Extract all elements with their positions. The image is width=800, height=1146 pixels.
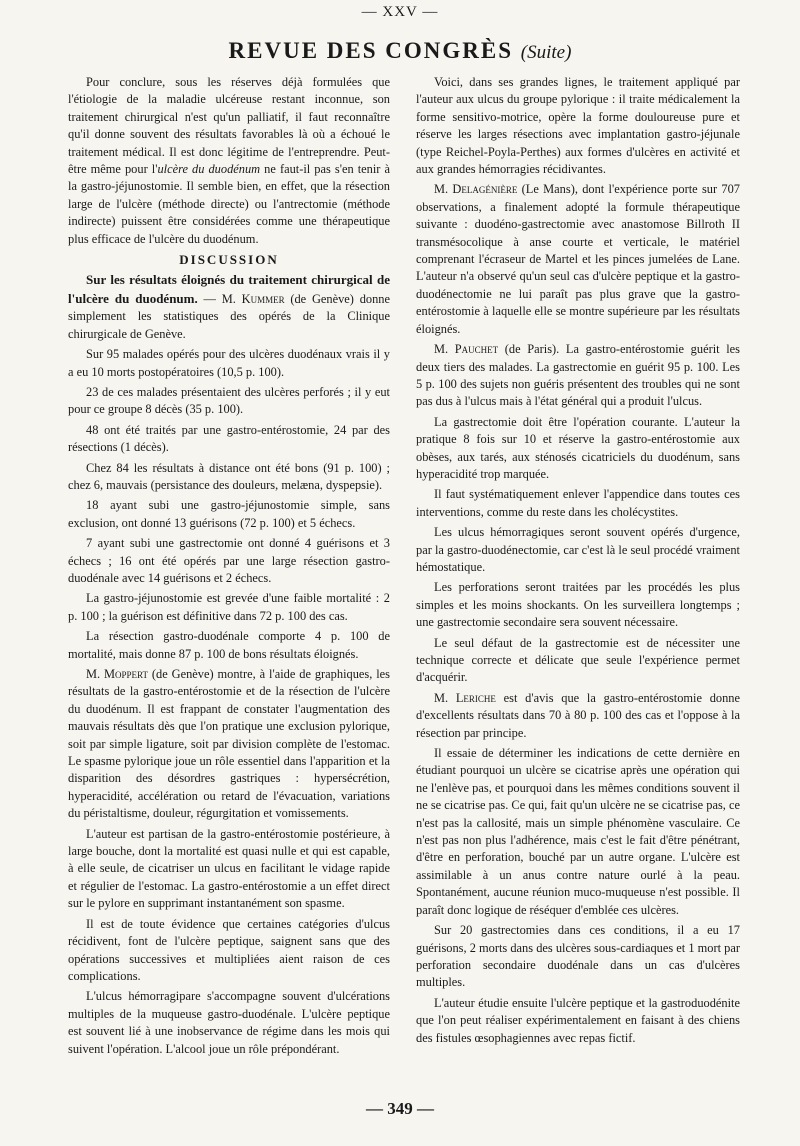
paragraph-kummer	[68, 271, 390, 343]
paragraph: Voici, dans ses grandes lignes, le traitement appliqué par l'auteur aux ulcus du groupe pylorique : il traite médicalement la forme sensitivo-motrice, opère la forme douloureuse pure et réserve les larges résections avec implantation gastro-jéjunale (type Reichel-Poyla-Perthes) aux formes d'ulcères en activité et aux grandes hémorragies récidivantes.	[416, 75, 740, 177]
text-run: — M.	[197, 291, 242, 306]
paragraph: L'auteur est partisan de la gastro-entérostomie postérieure, à large bouche, dont la mortalité est quasi nulle et qui est capable, à elle seule, de cicatriser un ulcus en facilitant le vidage rapide et régulier de l'estomac. La gastro-entérostomie a un effet direct sur le pylore en supprimant instantanément son spasme.	[68, 826, 390, 911]
paragraph: 7 ayant subi une gastrectomie ont donné 4 guérisons et 3 échecs ; 16 ont été opérés par une large résection gastro-duodénale avec 14 guérisons et 2 échecs.	[68, 536, 390, 585]
text-run: est d'avis que la gastro-entérostomie donne d'excellents résultats dans 70 à 80 p. 100 des cas et l'oppose à la résection par principe.	[416, 690, 740, 740]
text-run: ne faut-il pas s'en tenir à la gastro-jéjunostomie. Il semble bien, en effet, que la résection large de l'ulcère (méthode directe) ou l'antrectomie (méthode indirecte) puissent être considérées comme une thérapeutique plus efficace de l'ulcère du duodénum.	[68, 162, 390, 246]
paragraph: L'ulcus hémorragipare s'accompagne souvent d'ulcérations multiples de la muqueuse gastro-duodénale. L'ulcère peptique est souvent lié à une inobservance de régime dans les mois qui suivent l'opération. L'alcool joue un rôle prépondérant.	[68, 989, 390, 1056]
paragraph: 48 ont été traités par une gastro-entérostomie, 24 par des résections (1 décès).	[68, 422, 390, 455]
paragraph: Sur 95 malades opérés pour des ulcères duodénaux vrais il y a eu 10 morts postopératoires (10,5 p. 100).	[68, 347, 390, 379]
paragraph-conclusion	[68, 74, 390, 248]
text-run: (Le Mans), dont l'expérience porte sur 707 observations, a finalement adopté la formule thérapeutique suivante : duodéno-gastrectomie avec anastomose Billroth II transmésocolique à anse courte et verticale, le matériel comprenant l'écraseur de Martel et les pinces jumelées de Lane. L'auteur n'a observé qu'un seul cas d'ulcère peptique et la gastro-duodénectomie ne lui paraît pas plus grave que la gastro-entérostomie à laquelle elle se montre supérieure par les résultats éloignés.	[416, 182, 740, 336]
text-run: (de Genève) montre, à l'aide de graphiques, les résultats de la gastro-entérostomie et de la résection de l'ulcère du duodénum. Il est frappant de constater l'augmentation des mauvais résultats dès que l'on pratique une exclusion pylorique, soit par simple ligature, soit par division complète de l'estomac. Le spasme pylorique joue un rôle essentiel dans l'apparition et la disparition des désordres gastriques : hypersécrétion, hyperacidité, accélération ou retard de l'évacuation, variations du péristaltisme, douleur, régurgitation et vomissements.	[68, 667, 390, 821]
paragraph: Les perforations seront traitées par les procédés les plus simples et les moins shockants. On les surveillera longtemps ; une gastrectomie secondaire sera souvent nécessaire.	[416, 580, 740, 630]
text-run: (de Paris). La gastro-entérostomie guérit les deux tiers des malades. La gastrectomie en guérit 95 p. 100. Les 5 p. 100 des sujets non guéris présentent des troubles qui ne sont pas dus à l'ulcus mais à l'état général qui a produit l'ulcus.	[416, 342, 740, 409]
roman-page-number: — XXV —	[361, 4, 439, 20]
paragraph: Il essaie de déterminer les indications de cette dernière en étudiant pourquoi un ulcère se cicatrise après une opération qui ne l'enlève pas, et pourquoi dans les mêmes conditions souvent il ne se cicatrise pas. Ce qui, fait qu'un ulcère ne se cicatrise pas, ce n'est pas la callosité, mais un simple phénomène vasculaire. Ce n'est pas non plus l'adhérence, mais c'est le fait d'être pénétrant, d'être en perforation, bouché par un autre organe. L'ulcère est assimilable à un anus contre nature ourlé à la peau. Spontanément, aucune réunion muco-muqueuse n'est possible. Il paraît donc logique de réséquer d'emblée ces ulcères.	[416, 746, 740, 917]
paragraph-leriche	[416, 690, 740, 742]
paragraph: Sur 20 gastrectomies dans ces conditions, il a eu 17 guérisons, 2 morts dans des ulcères sous-cardiaques et 1 mort par perforation secondaire duodénale dans un cas d'ulcères multiples.	[416, 923, 740, 990]
heading-suffix: (Suite)	[520, 42, 572, 63]
author-name: Kummer	[241, 291, 285, 306]
left-column	[68, 74, 390, 1058]
author-name: M. Moppert	[86, 667, 149, 681]
page-heading	[0, 38, 800, 64]
paragraph: La gastrectomie doit être l'opération courante. L'auteur la pratique 8 fois sur 10 et réserve la gastro-entérostomie aux obèses, aux tarés, aux sténosés cicatriciels du duodénum, sans hyperacidité trop marquée.	[416, 414, 740, 481]
text-run: Pour conclure, sous les réserves déjà formulées que l'étiologie de la maladie ulcéreuse restant inconnue, son traitement chirurgical n'est qu'un palliatif, il faut reconnaître qu'il donne souvent des résultats favorables là où a échoué le traitement médical. Il est donc légitime de l'entreprendre. Peut-être même pour l'	[68, 75, 390, 177]
heading-title: REVUE DES CONGRÈS	[228, 38, 514, 63]
section-title-discussion: DISCUSSION	[179, 252, 279, 268]
paragraph: La gastro-jéjunostomie est grevée d'une faible mortalité : 2 p. 100 ; la guérison est définitive dans 72 p. 100 des cas.	[68, 591, 390, 623]
paragraph: Il faut systématiquement enlever l'appendice dans toutes ces interventions, comme du reste dans les cholécystites.	[416, 487, 740, 519]
paragraph: 23 de ces malades présentaient des ulcères perforés ; il y eut pour ce groupe 8 décès (35 p. 100).	[68, 384, 390, 417]
paragraph-delageniere	[416, 181, 740, 338]
paragraph: Le seul défaut de la gastrectomie est de nécessiter une technique correcte et délicate que seule l'expérience permet d'acquérir.	[416, 635, 740, 685]
paragraph: Il est de toute évidence que certaines catégories d'ulcus récidivent, font de l'ulcère peptique, saignent sans que des opérations successives et multipliées aient raison de ces complications.	[68, 916, 390, 983]
author-name: M. Delagénière	[434, 182, 518, 197]
paragraph: La résection gastro-duodénale comporte 4 p. 100 de mortalité, mais donne 87 p. 100 de bons résultats éloignés.	[68, 629, 390, 661]
paragraph: Les ulcus hémorragiques seront souvent opérés d'urgence, par la gastro-duodénectomie, car c'est là le seul procédé vraiment hémostatique.	[416, 525, 740, 574]
italic-term: ulcère du duodénum	[157, 162, 261, 177]
right-column	[416, 74, 740, 1047]
paragraph-pauchet	[416, 341, 740, 411]
paragraph: Chez 84 les résultats à distance ont été bons (91 p. 100) ; chez 6, mauvais (persistance des douleurs, melæna, dyspepsie).	[68, 460, 390, 492]
paragraph-moppert	[68, 666, 390, 823]
text-run: (de Genève) donne simplement les statistiques des opérés de la Clinique chirurgicale de Genève.	[68, 291, 390, 341]
subheading: Sur les résultats éloignés du traitement chirurgical de l'ulcère du duodénum.	[68, 272, 390, 306]
paragraph: 18 ayant subi une gastro-jéjunostomie simple, sans exclusion, ont donné 13 guérisons (72 p. 100) et 5 échecs.	[68, 498, 390, 530]
page-number: — 349 —	[366, 1099, 434, 1118]
author-name: M. Leriche	[434, 690, 496, 705]
paragraph: L'auteur étudie ensuite l'ulcère peptique et la gastroduodénite que l'on peut réaliser expérimentalement en faisant à des chiens des fistules œsophagiennes avec repas fictif.	[416, 995, 740, 1045]
author-name: M. Pauchet	[434, 342, 499, 357]
